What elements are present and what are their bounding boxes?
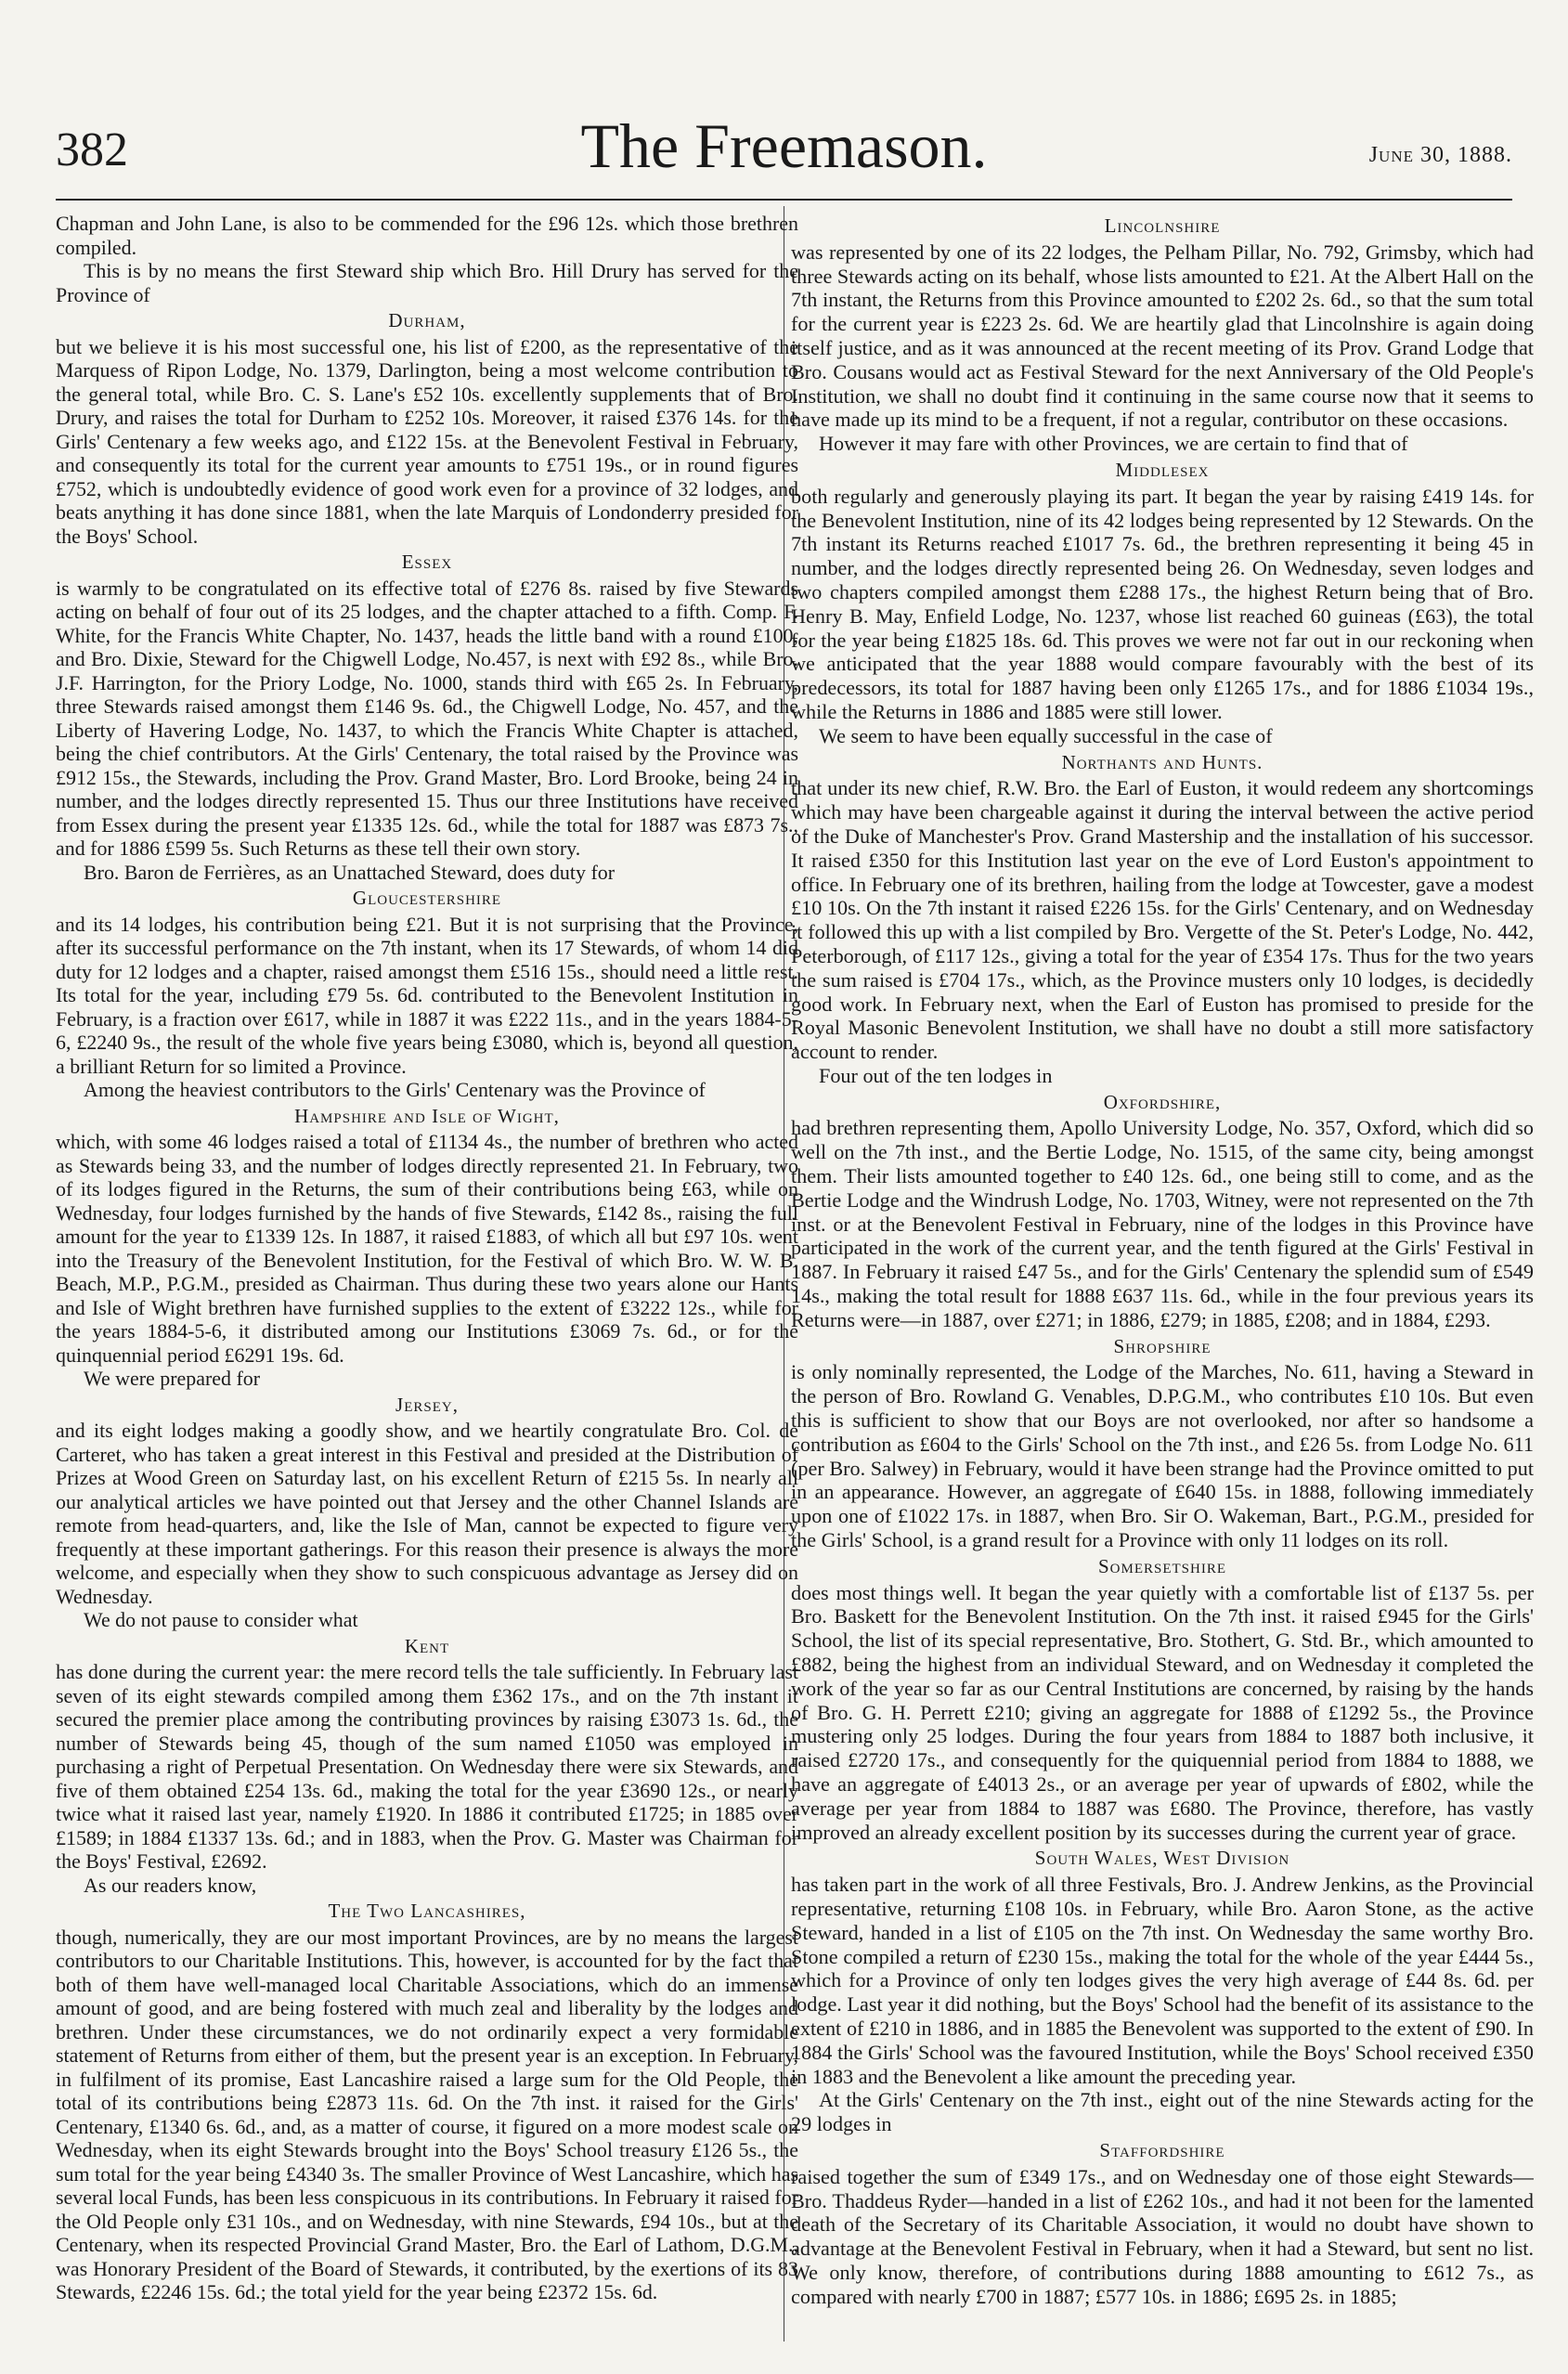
article-paragraph: has done during the current year: the mere record tells the tale sufficiently. In February last seven of its eight stewards compiled among them £362 17s., and on the 7th instant it secured the premier place among the contributing provinces by raising £3073 1s. 6d., the number of Stewards being 45, though of the sum named £1050 was employed in purchasing a right of Perpetual Presentation. On Wednesday there were six Stewards, and five of them obtained £254 13s. 6d., making the total for the year £3690 12s., or nearly twice what it raised last year, namely £1920. In 1886 it contributed £1725; in 1885 over £1589; in 1884 £1337 13s. 6d.; and in 1883, when the Prov. G. Master was Chairman for the Boys' Festival, £2692. bbox=[56, 1660, 798, 1873]
article-paragraph: We seem to have been equally successful in the case of bbox=[819, 723, 1273, 747]
right-column bbox=[791, 212, 1534, 2338]
article-paragraph: but we believe it is his most successful one, his list of £200, as the representative of the Marquess of Ripon Lodge, No. 1379, Darlington, being a most welcome contribution to the general total, while Bro. C. S. Lane's £52 10s. excellently supplements that of Bro. Drury, and raises the total for Durham to £252 10s. Moreover, it raised £376 14s. for the Girls' Centenary a few weeks ago, and £122 15s. at the Benevolent Festival in February, and consequently its total for the current year amounts to £751 19s., or in round figures £752, which is undoubtedly evidence of good work even for a province of 32 lodges, and beats anything it has done since 1881, when the late Marquis of Londonderry presided for the Boys' School. bbox=[56, 334, 798, 548]
article-paragraph: Among the heaviest contributors to the Girls' Centenary was the Province of bbox=[84, 1078, 706, 1101]
article-paragraph: Four out of the ten lodges in bbox=[819, 1063, 1053, 1087]
section-heading: Staffordshire bbox=[1099, 2138, 1225, 2161]
section-heading: Hampshire and Isle of Wight, bbox=[294, 1104, 560, 1127]
article-paragraph: This is by no means the first Steward ship which Bro. Hill Drury has served for the Province of bbox=[56, 259, 798, 306]
section-heading: The Two Lancashires, bbox=[328, 1900, 526, 1922]
section-heading: Middlesex bbox=[1115, 458, 1210, 481]
page-header bbox=[56, 110, 1512, 198]
article-paragraph: though, numerically, they are our most important Provinces, are by no means the largest contributors to our Charitable Institutions. This, however, is accounted for by the fact that both of them have well-managed local Charitable Associations, which do an immense amount of good, and are being fostered with much zeal and liberality by the lodges and brethren. Under these circumstances, we do not ordinarily expect a very formidable statement of Returns from either of them, but the present year is an exception. In February, in fulfilment of its promise, East Lancashire raised a large sum for the Old People, the total of its contributions being £2873 11s. 6d. On the 7th inst. it raised for the Girls' Centenary, £1340 6s. 6d., and, as a matter of course, it figured on a more modest scale on Wednesday, when its eight Stewards brought into the Boys' School treasury £126 5s., the sum total for the year being £4340 3s. The smaller Province of West Lancashire, which has several local Funds, has been less conspicuous in its contributions. In February it raised for the Old People only £31 10s., and on Wednesday, with nine Stewards, £94 10s., but at the Centenary, when its respected Provincial Grand Master, Bro. the Earl of Lathom, D.G.M., was Honorary President of the Board of Stewards, it contributed, by the exertions of its 83 Stewards, £2246 15s. 6d.; the total yield for the year being £2372 15s. 6d. bbox=[56, 1925, 798, 2303]
article-paragraph: At the Girls' Centenary on the 7th inst., eight out of the nine Stewards acting for the 29 lodges in bbox=[791, 2088, 1534, 2136]
masthead-title: The Freemason. bbox=[580, 110, 988, 181]
article-paragraph: both regularly and generously playing its part. It began the year by raising £419 14s. for the Benevolent Institution, nine of its 42 lodges being represented by 12 Stewards. On the 7th instant its Returns reached £1017 7s. 6d., the brethren representing it being 45 in number, and the lodges directly represented being 26. On Wednesday, seven lodges and two chapters compiled amongst them £288 17s., the highest Return being that of Bro. Henry B. May, Enfield Lodge, No. 1237, whose list reached 60 guineas (£63), the total for the year being £1825 18s. 6d. This proves we were not far out in our reckoning when we anticipated that the year 1888 would compare favourably with the best of its predecessors, its total for 1887 having been only £1265 17s., and for 1886 £1034 19s., while the Returns in 1886 and 1885 were still lower. bbox=[791, 484, 1534, 723]
article-paragraph: and its eight lodges making a goodly show, and we heartily congratulate Bro. Col. de Carteret, who has taken a great interest in this Festival and presided at the Distribution of Prizes at Wood Green on Saturday last, on his excellent Return of £215 5s. In nearly all our analytical articles we have pointed out that Jersey and the other Channel Islands are remote from head-quarters, and, like the Isle of Man, cannot be expected to figure very frequently at these important gatherings. For this reason their presence is always the more welcome, and especially when they show to such conspicuous advantage as Jersey did on Wednesday. bbox=[56, 1419, 798, 1608]
left-column bbox=[56, 212, 798, 2338]
section-heading: Lincolnshire bbox=[1104, 214, 1221, 237]
article-paragraph: was represented by one of its 22 lodges, the Pelham Pillar, No. 792, Grimsby, which had three Stewards acting on its behalf, whose lists amounted to £21. At the Albert Hall on the 7th instant, the Returns from this Province amounted to £202 2s. 6d., so that the sum total for the current year is £223 2s. 6d. We are heartily glad that Lincolnshire is again doing itself justice, and as it was announced at the recent meeting of its Prov. Grand Lodge that Bro. Cousans would act as Festival Steward for the next Anniversary of the Old People's Institution, we shall no doubt find it continuing in the same course now that it seems to have made up its mind to be a frequent, if not a regular, contributor on these occasions. bbox=[791, 240, 1534, 432]
article-paragraph: that under its new chief, R.W. Bro. the Earl of Euston, it would redeem any shortcomings which may have been chargeable against it during the interval between the active period of the Duke of Manchester's Prov. Grand Mastership and the installation of his successor. It raised £350 for this Institution last year on the eve of Lord Euston's appointment to office. In February one of its brethren, hailing from the lodge at Towcester, gave a modest £10 10s. On the 7th instant it raised £226 15s. for the Girls' Centenary, and on Wednesday it followed this up with a list compiled by Bro. Vergette of the St. Peter's Lodge, No. 442, Peterborough, of £117 12s., giving a total for the year of £354 17s. Thus for the two years the sum raised is £704 17s., which, as the Province musters only 10 lodges, is decidedly good work. In February next, when the Earl of Euston has promised to preside for the Royal Masonic Benevolent Institution, we shall have no doubt a still more satisfactory account to render. bbox=[791, 776, 1534, 1064]
article-paragraph: We do not pause to consider what bbox=[84, 1608, 358, 1631]
article-paragraph: had brethren representing them, Apollo University Lodge, No. 357, Oxford, which did so well on the 7th inst., and the Bertie Lodge, No. 1515, of the same city, being amongst them. Their lists amounted together to £40 12s. 6d., one being still to come, and as the Bertie Lodge and the Windrush Lodge, No. 1703, Witney, were not represented on the 7th inst. or at the Benevolent Festival in February, nine of the lodges in this Province have participated in the work of the current year, and the tenth figured at the Girls' Festival in 1887. In February it raised £47 5s., and for the Girls' Centenary the splendid sum of £549 14s., making the total result for 1888 £637 11s. 6d., while in the four previous years its Returns were—in 1887, over £271; in 1886, £279; in 1885, £208; and in 1884, £293. bbox=[791, 1116, 1534, 1331]
issue-date: June 30, 1888. bbox=[1368, 143, 1512, 167]
section-heading: Somersetshire bbox=[1097, 1554, 1227, 1577]
article-paragraph: which, with some 46 lodges raised a total of £1134 4s., the number of brethren who acted as Stewards being 33, and the number of lodges directly represented 21. In February, two of its lodges figured in the Returns, the sum of their contributions being £63, while on Wednesday, four lodges furnished by the hands of five Stewards, £142 8s., raising the full amount for the year to £1339 12s. In 1887, it raised £1883, of which all but £97 10s. went into the Treasury of the Benevolent Institution, for the Festival of which Bro. W. W. B. Beach, M.P., P.G.M., presided as Chairman. Thus during these two years alone our Hants and Isle of Wight brethren have furnished supplies to the extent of £3222 12s., while for the years 1884-5-6, it distributed among our Institutions £3069 7s. 6d., or for the quinquennial period £6291 19s. 6d. bbox=[56, 1130, 798, 1367]
section-heading: Durham, bbox=[388, 309, 466, 331]
header-rule bbox=[56, 199, 1512, 201]
article-paragraph: is warmly to be congratulated on its effective total of £276 8s. raised by five Stewards acting on behalf of four out of its 25 lodges, and the chapter attached to a fifth. Comp. F. White, for the Francis White Chapter, No. 1437, heads the little band with a round £100, and Bro. Dixie, Steward for the Chigwell Lodge, No.457, is next with £92 8s., while Bro. J.F. Harrington, for the Priory Lodge, No. 1000, stands third with £65 2s. In February, three Stewards raised amongst them £146 9s. 6d., the Chigwell Lodge, No. 457, and the Liberty of Havering Lodge, No. 1437, to which the Francis White Chapter is attached, being the chief contributors. At the Girls' Centenary, the total raised by the Province was £912 15s., the Stewards, including the Prov. Grand Master, Bro. Lord Brooke, being 24 in number, and the lodges directly represented 15. Thus our three Institutions have received from Essex during the present year £1335 12s. 6d., while the total for 1887 was £873 7s., and for 1886 £599 5s. Such Returns as these tell their own story. bbox=[56, 576, 798, 860]
section-heading: Kent bbox=[404, 1634, 450, 1657]
article-paragraph: Chapman and John Lane, is also to be commended for the £96 12s. which those brethren compiled. bbox=[56, 212, 798, 259]
article-paragraph: As our readers know, bbox=[84, 1873, 257, 1897]
section-heading: Oxfordshire, bbox=[1103, 1090, 1222, 1113]
page-number: 382 bbox=[56, 123, 128, 176]
section-heading: Northants and Hunts. bbox=[1061, 750, 1263, 773]
article-paragraph: does most things well. It began the year quietly with a comfortable list of £137 5s. per Bro. Baskett for the Benevolent Institution. On the 7th inst. it raised £945 for the Girls' School, the list of its special representative, Bro. Stothert, G. Std. Br., which amounted to £882, being the highest from an individual Steward, and on Wednesday it completed the work of the year so far as our Central Institutions are concerned, by raising by the hands of Bro. G. H. Perrett £210; giving an aggregate for 1888 of £1292 5s., the Province mustering only 25 lodges. During the four years from 1884 to 1887 both inclusive, it raised £2720 17s., and consequently for the quiquennial period from 1884 to 1888, we have an aggregate of £4013 2s., or an average per year of upwards of £802, while the average per year from 1884 to 1887 was £680. The Province, therefore, has vastly improved an already excellent position by its successes during the current year of grace. bbox=[791, 1580, 1534, 1844]
article-paragraph: and its 14 lodges, his contribution being £21. But it is not surprising that the Province, after its successful performance on the 7th instant, when its 17 Stewards, of whom 14 did duty for 12 lodges and a chapter, raised amongst them £516 15s., should need a little rest. Its total for the year, including £79 5s. 6d. contributed to the Benevolent Institution in February, is a fraction over £617, while in 1887 it was £222 11s., and in the years 1884-5-6, £2240 9s., the result of the whole five years being £3080, which is, beyond all question, a brilliant Return for so limited a Province. bbox=[56, 912, 798, 1078]
section-heading: Gloucestershire bbox=[352, 887, 502, 909]
section-heading: Jersey, bbox=[395, 1393, 459, 1416]
article-paragraph: raised together the sum of £349 17s., and on Wednesday one of those eight Stewards—Bro. Thaddeus Ryder—handed in a list of £262 10s., and had it not been for the lamented death of the Secretary of its Charitable Association, it would no doubt have shown to advantage at the Benevolent Festival in February, when it had a Steward, but sent no list. We only know, therefore, of contributions during 1888 amounting to £612 7s., as compared with nearly £700 in 1887; £577 10s. in 1886; £695 2s. in 1885; bbox=[791, 2164, 1534, 2308]
section-heading: Shropshire bbox=[1113, 1334, 1212, 1357]
section-heading: South Wales, West Division bbox=[1034, 1847, 1290, 1870]
article-paragraph: However it may fare with other Provinces, we are certain to find that of bbox=[819, 432, 1408, 456]
section-heading: Essex bbox=[401, 551, 453, 573]
article-paragraph: has taken part in the work of all three Festivals, Bro. J. Andrew Jenkins, as the Provincial representative, returning £108 10s. in February, while Bro. Aaron Stone, as the active Steward, handed in a list of £105 on the 7th inst. On Wednesday the same worthy Bro. Stone compiled a return of £230 15s., making the total for the whole of the year £444 5s., which for a Province of only ten lodges gives the very high average of £44 8s. 6d. per lodge. Last year it did nothing, but the Boys' School had the benefit of its assistance to the extent of £210 in 1886, and in 1885 the Benevolent was supported to the extent of £90. In 1884 the Girls' School was the favoured Institution, while the Boys' School received £350 in 1883 and the Benevolent a like amount the preceding year. bbox=[791, 1873, 1534, 2088]
article-paragraph: is only nominally represented, the Lodge of the Marches, No. 611, having a Steward in the person of Bro. Rowland G. Venables, D.P.G.M., who contributes £10 10s. But even this is sufficient to show that our Boys are not overlooked, nor after so handsome a contribution as £604 to the Girls' School on the 7th inst., and £26 5s. from Lodge No. 611 (per Bro. Salwey) in February, would it have been strange had the Province omitted to put in an appearance. However, an aggregate of £640 15s. in 1888, following immediately upon one of £1022 17s. in 1887, when Bro. Sir O. Wakeman, Bart., P.G.M., presided for the Girls' School, is a grand result for a Province with only 11 lodges on its roll. bbox=[791, 1360, 1534, 1552]
article-paragraph: We were prepared for bbox=[84, 1367, 261, 1390]
article-paragraph: Bro. Baron de Ferrières, as an Unattached Steward, does duty for bbox=[84, 860, 616, 884]
